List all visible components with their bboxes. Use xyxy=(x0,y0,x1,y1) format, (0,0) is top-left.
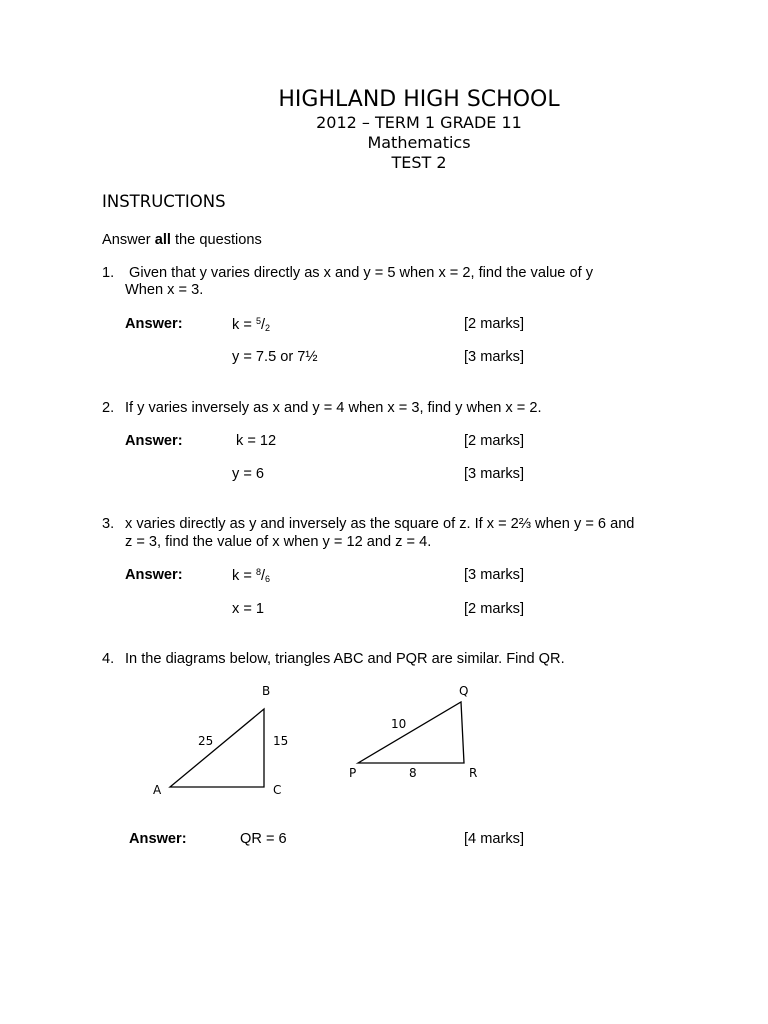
term-line: 2012 – TERM 1 GRADE 11 xyxy=(316,113,522,132)
answer-label: Answer: xyxy=(125,316,183,332)
question-3-answer-2: x = 1 xyxy=(232,601,265,617)
question-4-number: 4. xyxy=(102,651,115,667)
subject-line: Mathematics xyxy=(367,133,471,152)
instructions-text: Answer all the questions xyxy=(102,232,262,248)
question-2-line1: If y varies inversely as x and y = 4 when x = 3, find y when x = 2. xyxy=(125,400,542,416)
question-3-number: 3. xyxy=(102,516,115,532)
question-1-marks-2: [3 marks] xyxy=(464,349,525,365)
side-pr-label: 8 xyxy=(409,766,417,780)
vertex-q-label: Q xyxy=(459,684,469,698)
question-2-marks-2: [3 marks] xyxy=(464,466,525,482)
question-3-line1: x varies directly as y and inversely as the square of z. If x = 2⅔ when y = 6 and xyxy=(125,516,635,532)
answer-label: Answer: xyxy=(129,831,187,847)
question-1-answer-1: $k = ^5/_2$ xyxy=(232,316,271,333)
side-ab-label: 25 xyxy=(198,734,214,748)
question-1-marks-1: [2 marks] xyxy=(464,316,525,332)
triangle-pqr xyxy=(349,684,477,780)
question-1-answer-2: y = 7.5 or 7½ xyxy=(232,349,318,365)
school-name: HIGHLAND HIGH SCHOOL xyxy=(278,87,560,112)
question-2-marks-1: [2 marks] xyxy=(464,433,525,449)
question-4-line1: In the diagrams below, triangles ABC and PQR are similar. Find QR. xyxy=(125,651,565,667)
instructions-heading: INSTRUCTIONS xyxy=(102,192,226,211)
triangle-abc xyxy=(153,684,288,797)
question-1-line2: When x = 3. xyxy=(125,282,204,298)
question-4-marks-1: [4 marks] xyxy=(464,831,525,847)
question-2-answer-1: k = 12 xyxy=(236,433,277,449)
side-bc-label: 15 xyxy=(273,734,289,748)
vertex-r-label: R xyxy=(469,766,478,780)
question-3-marks-1: [3 marks] xyxy=(464,567,525,583)
question-3-marks-2: [2 marks] xyxy=(464,601,525,617)
question-3-line2: z = 3, find the value of x when y = 12 and z = 4. xyxy=(125,534,432,550)
test-line: TEST 2 xyxy=(391,153,447,172)
vertex-b-label: B xyxy=(262,684,271,698)
question-2-number: 2. xyxy=(102,400,115,416)
vertex-c-label: C xyxy=(273,783,282,797)
question-4-answer-1: QR = 6 xyxy=(240,831,287,847)
answer-label: Answer: xyxy=(125,567,183,583)
answer-label: Answer: xyxy=(125,433,183,449)
question-1-line1: Given that y varies directly as x and y = 5 when x = 2, find the value of y xyxy=(129,265,593,281)
vertex-a-label: A xyxy=(153,783,162,797)
side-pq-label: 10 xyxy=(391,717,407,731)
question-3-answer-1: $k = ^8/_6$ xyxy=(232,567,271,584)
vertex-p-label: P xyxy=(349,766,357,780)
question-1-number: 1. xyxy=(102,265,115,281)
question-2-answer-2: y = 6 xyxy=(232,466,265,482)
